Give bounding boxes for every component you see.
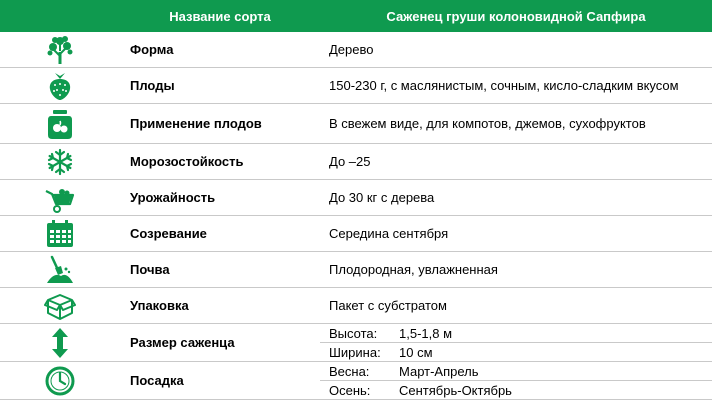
table-row <box>0 180 712 216</box>
row-name: Применение плодов <box>120 104 320 144</box>
sub-key: Осень: <box>320 381 399 400</box>
snowflake-icon <box>44 146 76 178</box>
sub-row <box>320 381 712 400</box>
strawberry-icon <box>44 70 76 102</box>
header-icon-col <box>0 0 120 32</box>
row-icon-cell <box>0 68 120 104</box>
sub-row <box>320 343 712 362</box>
row-name: Плоды <box>120 68 320 104</box>
sub-row <box>320 362 712 381</box>
clock-icon <box>44 365 76 397</box>
row-value: Дерево <box>320 32 712 68</box>
sub-table <box>320 362 712 399</box>
sub-key: Ширина: <box>320 343 399 362</box>
row-value-group <box>320 324 712 362</box>
row-name: Урожайность <box>120 180 320 216</box>
table-row <box>0 32 712 68</box>
height-arrow-icon <box>44 327 76 359</box>
row-value: Пакет с субстратом <box>320 288 712 324</box>
row-value-group <box>320 362 712 400</box>
row-name: Размер саженца <box>120 324 320 362</box>
row-icon-cell <box>0 216 120 252</box>
row-icon-cell <box>0 144 120 180</box>
table-row <box>0 68 712 104</box>
wheelbarrow-icon <box>44 182 76 214</box>
sub-table <box>320 324 712 361</box>
table-row <box>0 144 712 180</box>
sub-value: Сентябрь-Октябрь <box>399 381 712 400</box>
sub-value: 10 см <box>399 343 712 362</box>
row-value: До –25 <box>320 144 712 180</box>
row-name: Почва <box>120 252 320 288</box>
row-icon-cell <box>0 32 120 68</box>
sub-key: Весна: <box>329 363 370 379</box>
tree-icon <box>44 34 76 66</box>
table-row <box>0 104 712 144</box>
table-row <box>0 288 712 324</box>
row-name: Созревание <box>120 216 320 252</box>
table-row <box>0 362 712 400</box>
row-name: Форма <box>120 32 320 68</box>
row-icon-cell <box>0 288 120 324</box>
row-value: До 30 кг с дерева <box>320 180 712 216</box>
header-value-col: Саженец груши колоновидной Сапфира <box>320 0 712 32</box>
box-icon <box>44 290 76 322</box>
sub-row <box>320 324 712 343</box>
row-icon-cell <box>0 180 120 216</box>
row-name: Морозостойкость <box>120 144 320 180</box>
table-row <box>0 252 712 288</box>
header-name-col: Название сорта <box>120 0 320 32</box>
shovel-soil-icon <box>44 254 76 286</box>
row-icon-cell <box>0 362 120 400</box>
row-value: Плодородная, увлажненная <box>320 252 712 288</box>
row-icon-cell <box>0 104 120 144</box>
sub-value: Март-Апрель <box>399 363 479 379</box>
row-icon-cell <box>0 324 120 362</box>
row-value: Середина сентября <box>320 216 712 252</box>
sub-key: Высота: <box>329 325 378 341</box>
sub-value: 1,5-1,8 м <box>399 325 453 341</box>
row-icon-cell <box>0 252 120 288</box>
row-value: 150-230 г, с маслянистым, сочным, кисло-сладким вкусом <box>320 68 712 104</box>
row-name: Посадка <box>120 362 320 400</box>
table-row <box>0 216 712 252</box>
table-header-row <box>0 0 712 32</box>
table-row <box>0 324 712 362</box>
calendar-icon <box>44 218 76 250</box>
row-value: В свежем виде, для компотов, джемов, сухофруктов <box>320 104 712 144</box>
row-name: Упаковка <box>120 288 320 324</box>
jam-jar-icon <box>44 108 76 140</box>
